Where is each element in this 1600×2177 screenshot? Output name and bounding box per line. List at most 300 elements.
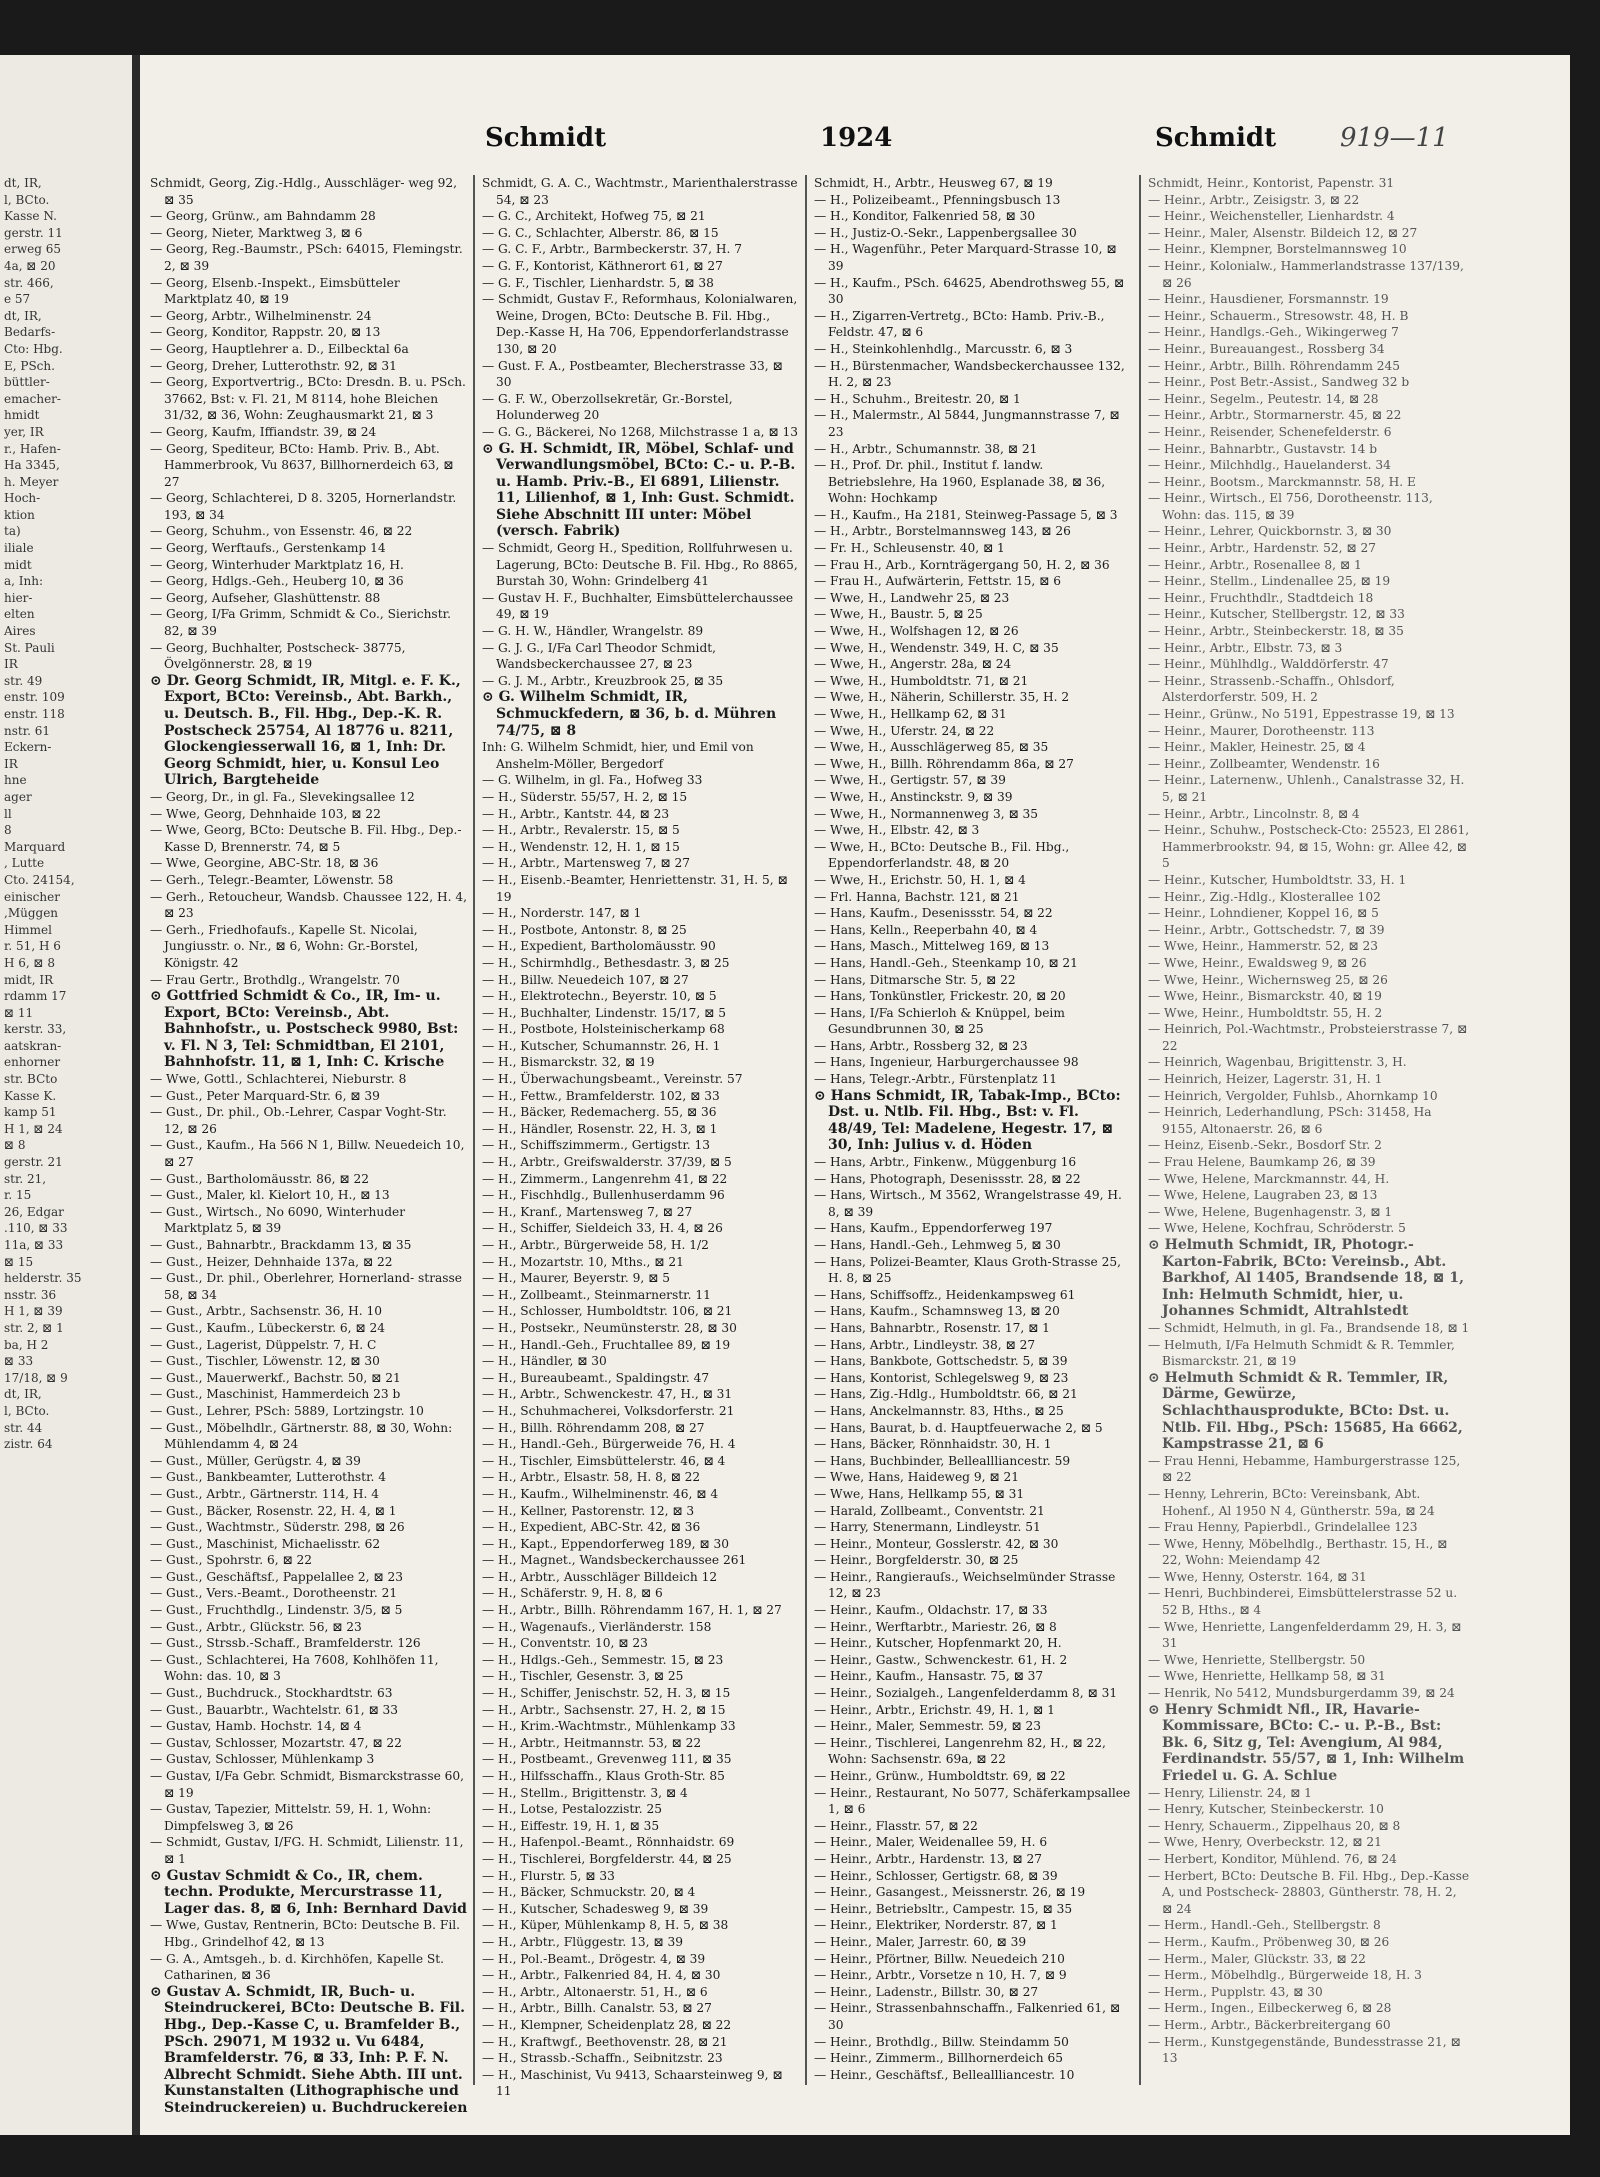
- directory-entry: — Heinr., Kolonialw., Hammerlandstrasse 137/139, ⊠ 26: [1148, 258, 1464, 290]
- directory-entry: — Heinr., Ladenstr., Billstr. 30, ⊠ 27: [814, 1984, 1039, 1999]
- directory-entry: — Georg, Dreher, Lutterothstr. 92, ⊠ 31: [150, 358, 397, 373]
- fragment-line: nsstr. 36: [4, 1287, 57, 1302]
- directory-entry: — Gust., Lagerist, Düppelstr. 7, H. C: [150, 1337, 377, 1352]
- directory-entry: — Wwe, Heinr., Ewaldsweg 9, ⊠ 26: [1148, 955, 1367, 970]
- directory-entry: — H., Arbtr., Revalerstr. 15, ⊠ 5: [482, 823, 680, 838]
- fragment-line: ktion: [4, 507, 35, 522]
- firm-entry: ⊙ Henry Schmidt Nfl., IR, Havarie-Kommissare, BCto: C.- u. P.-B., Bst: Bk. 6, Sitz g, Tel: Avengium, Al 984, Ferdinandstr. 55/57, ⊠ 1, Inh: Wilhelm Friedel u. G. A. Schlue: [1148, 1701, 1465, 1784]
- fragment-line: nstr. 61: [4, 723, 51, 738]
- directory-entry: — Gust., Bahnarbtr., Brackdamm 13, ⊠ 35: [150, 1238, 412, 1252]
- directory-entry: — H., Buchhalter, Lindenstr. 15/17, ⊠ 5: [482, 1005, 726, 1020]
- fragment-line: Cto. 24154,: [4, 872, 75, 887]
- directory-entry: — Gust., Bartholomäusstr. 86, ⊠ 22: [150, 1171, 369, 1186]
- directory-entry: — H., Arbtr., Bürgerweide 58, H. 1/2: [482, 1238, 709, 1252]
- directory-entry: — Heinr., Schauerm., Stresowstr. 48, H. B: [1148, 308, 1409, 323]
- directory-entry: — Hans, Wirtsch., M 3562, Wrangelstrasse 49, H. 8, ⊠ 39: [814, 1188, 1122, 1219]
- directory-entry: — H., Postsekr., Neumünsterstr. 28, ⊠ 30: [482, 1320, 737, 1335]
- fragment-line: dt, IR,: [4, 176, 42, 190]
- directory-entry: — Heinr., Strassenb.-Schaffn., Ohlsdorf, Alsterdorferstr. 509, H. 2: [1148, 673, 1395, 705]
- fragment-line: str. 21,: [4, 1171, 47, 1186]
- directory-entry: — Heinrich, Heizer, Lagerstr. 31, H. 1: [1148, 1072, 1383, 1087]
- directory-entry: — H., Konditor, Falkenried 58, ⊠ 30: [814, 209, 1036, 224]
- directory-entry: — Wwe, Henny, Möbelhdlg., Berthastr. 15, H., ⊠ 22, Wohn: Meiendamp 42: [1148, 1536, 1448, 1568]
- directory-entry: — Wwe, Gottl., Schlachterei, Nieburstr. 8: [150, 1072, 407, 1087]
- fragment-line: büttler-: [4, 375, 50, 390]
- fragment-line: e 57: [4, 292, 31, 307]
- directory-entry: — Wwe, Hans, Hellkamp 55, ⊠ 31: [814, 1486, 1025, 1501]
- fragment-line: einischer: [4, 889, 60, 904]
- directory-entry: — Herm., Pupplstr. 43, ⊠ 30: [1148, 1984, 1323, 1999]
- directory-entry: — Georg, Hauptlehrer a. D., Eilbecktal 6a: [150, 341, 409, 356]
- directory-entry: — Heinr., Arbtr., Billh. Röhrendamm 245: [1148, 358, 1401, 373]
- directory-entry: — G. F., Kontorist, Käthnerort 61, ⊠ 27: [482, 258, 723, 273]
- directory-entry: — H., Conventstr. 10, ⊠ 23: [482, 1636, 648, 1651]
- fragment-line: enstr. 109: [4, 690, 65, 705]
- directory-entry: — Henry, Kutscher, Steinbeckerstr. 10: [1148, 1802, 1384, 1817]
- fragment-line: h. Meyer: [4, 474, 59, 489]
- directory-entry: — Heinr., Arbtr., Vorsetze n 10, H. 7, ⊠ 9: [814, 1968, 1067, 1983]
- fragment-line: str. 49: [4, 673, 43, 688]
- directory-entry: — H., Kellner, Pastorenstr. 12, ⊠ 3: [482, 1503, 695, 1518]
- directory-entry: — Heinr., Geschäftsf., Belleallliancestr. 10: [814, 2067, 1075, 2082]
- directory-entry: — Wwe, H., Näherin, Schillerstr. 35, H. 2: [814, 690, 1070, 705]
- directory-entry: — Gust., Peter Marquard-Str. 6, ⊠ 39: [150, 1088, 380, 1103]
- directory-entry: — Georg, Kaufm, Iffiandstr. 39, ⊠ 24: [150, 424, 377, 439]
- fragment-line: St. Pauli: [4, 640, 55, 655]
- directory-entry: — Heinr., Grünw., Humboldtstr. 69, ⊠ 22: [814, 1769, 1066, 1783]
- directory-entry: — Heinr., Maler, Jarrestr. 60, ⊠ 39: [814, 1934, 1027, 1949]
- directory-entry: — Heinr., Kaufm., Hansastr. 75, ⊠ 37: [814, 1669, 1044, 1684]
- directory-entry: — Henry, Lilienstr. 24, ⊠ 1: [1148, 1785, 1312, 1800]
- directory-entry: — Herm., Ingen., Eilbeckerweg 6, ⊠ 28: [1148, 2001, 1392, 2016]
- directory-entry: — H., Arbtr., Ausschläger Billdeich 12: [482, 1569, 718, 1584]
- directory-entry: — Wwe, Henriette, Stellbergstr. 50: [1148, 1652, 1366, 1667]
- page-header: [140, 123, 1570, 163]
- column-2: [482, 175, 800, 2105]
- directory-entry: — H., Prof. Dr. phil., Institut f. landw. Betriebslehre, Ha 1960, Esplanade 38, ⊠ 36, Wohn: Hochkamp: [814, 458, 1106, 506]
- directory-entry: — Gustav, Schlosser, Mühlenkamp 3: [150, 1752, 375, 1767]
- directory-entry: — H., Tischler, Gesenstr. 3, ⊠ 25: [482, 1669, 684, 1684]
- directory-entry: — Heinr., Milchhdlg., Hauelanderst. 34: [1148, 458, 1391, 473]
- directory-entry: — Heinr., Bahnarbtr., Gustavstr. 14 b: [1148, 441, 1378, 456]
- fragment-line: str. 2, ⊠ 1: [4, 1320, 64, 1335]
- directory-entry: — H., Süderstr. 55/57, H. 2, ⊠ 15: [482, 789, 688, 804]
- header-year: 1924: [820, 123, 893, 153]
- directory-entry: — H., Arbtr., Flüggestr. 13, ⊠ 39: [482, 1934, 684, 1949]
- directory-entry: — Hans, Ditmarsche Str. 5, ⊠ 22: [814, 972, 1016, 987]
- directory-entry: — H., Kutscher, Schumannstr. 26, H. 1: [482, 1038, 721, 1053]
- directory-entry: — Wwe, H., Humboldtstr. 71, ⊠ 21: [814, 673, 1029, 688]
- fragment-line: ⊠ 15: [4, 1254, 34, 1269]
- firm-entry: ⊙ Gottfried Schmidt & Co., IR, Im- u. Export, BCto: Vereinsb., Abt. Bahnhofstr., u. Postscheck 9980, Bst: v. Fl. N 3, Tel: Schmidtban, El 2101, Bahnhofstr. 11, ⊠ 1, Inh: C. Krische: [150, 988, 459, 1071]
- directory-entry: — Gust., Buchdruck., Stockhardtstr. 63: [150, 1686, 393, 1701]
- directory-entry: — Gust., Tischler, Löwenstr. 12, ⊠ 30: [150, 1354, 380, 1369]
- directory-entry: — H., Fettw., Bramfelderstr. 102, ⊠ 33: [482, 1088, 720, 1103]
- directory-entry: — Hans, Kaufm., Eppendorferweg 197: [814, 1221, 1053, 1236]
- column-rule: [473, 175, 475, 2085]
- directory-entry: — Herm., Möbelhdlg., Bürgerweide 18, H. 3: [1148, 1968, 1422, 1983]
- directory-entry: — Heinr., Bootsm., Marckmannstr. 58, H. E: [1148, 474, 1416, 489]
- firm-entry: ⊙ Dr. Georg Schmidt, IR, Mitgl. e. F. K., Export, BCto: Vereinsb., Abt. Barkh., u. Deutsch. B., Fil. Hbg., Dep.-K. R. Postscheck 25754, Al 18776 u. 8211, Glockengiesserwall 16, ⊠ 1, Inh: Dr. Georg Schmidt, hier, u. Konsul Leo Ulrich, Bargteheide: [150, 672, 461, 789]
- directory-entry: — Hans, Handl.-Geh., Lehmweg 5, ⊠ 30: [814, 1238, 1061, 1252]
- directory-entry: — Gust., Mauerwerkf., Bachstr. 50, ⊠ 21: [150, 1370, 401, 1385]
- directory-entry: — Heinr., Arbtr., Hardenstr. 13, ⊠ 27: [814, 1851, 1043, 1866]
- directory-entry: — Heinr., Weichensteller, Lienhardstr. 4: [1148, 209, 1395, 224]
- directory-entry: — Wwe, H., Wendenstr. 349, H. C, ⊠ 35: [814, 640, 1059, 655]
- directory-entry: — Hans, Buchbinder, Belleallliancestr. 59: [814, 1453, 1071, 1468]
- directory-entry: — H., Maurer, Beyerstr. 9, ⊠ 5: [482, 1271, 670, 1286]
- fragment-line: hne: [4, 773, 27, 788]
- directory-entry: — Heinr., Brothdlg., Billw. Steindamm 50: [814, 2034, 1069, 2049]
- directory-entry: — H., Schuhm., Breitestr. 20, ⊠ 1: [814, 391, 1021, 406]
- directory-entry: — Heinr., Lohndiener, Koppel 16, ⊠ 5: [1148, 906, 1379, 921]
- directory-entry: — H., Schiffer, Sieldeich 33, H. 4, ⊠ 26: [482, 1221, 723, 1236]
- fragment-line: 8: [4, 823, 12, 838]
- directory-entry: — Wwe, Georgine, ABC-Str. 18, ⊠ 36: [150, 856, 379, 871]
- directory-entry: — Wwe, Heinr., Humboldtstr. 55, H. 2: [1148, 1005, 1383, 1020]
- fragment-line: emacher-: [4, 391, 61, 406]
- directory-entry: — H., Mozartstr. 10, Mths., ⊠ 21: [482, 1254, 684, 1269]
- directory-entry: — H., Pol.-Beamt., Drögestr. 4, ⊠ 39: [482, 1951, 706, 1966]
- directory-entry: — Wwe, Georg, Dehnhaide 103, ⊠ 22: [150, 806, 381, 821]
- directory-entry: — Heinr., Strassenbahnschaffn., Falkenried 61, ⊠ 30: [814, 2001, 1121, 2032]
- fragment-line: a, Inh:: [4, 574, 44, 589]
- directory-entry: — Heinr., Arbtr., Stormarnerstr. 45, ⊠ 22: [1148, 408, 1402, 423]
- directory-entry: — Heinr., Arbtr., Erichstr. 49, H. 1, ⊠ 1: [814, 1702, 1055, 1717]
- firm-entry: ⊙ Helmuth Schmidt & R. Temmler, IR, Därme, Gewürze, Schlachthausprodukte, BCto: Dst. u. Ntlb. Fil. Hbg., PSch: 15685, Ha 6662, Kampstrasse 21, ⊠ 6: [1148, 1369, 1463, 1453]
- directory-entry: — H., Postbote, Holsteinischerkamp 68: [482, 1022, 725, 1037]
- directory-entry: — H., Bismarckstr. 32, ⊠ 19: [482, 1055, 655, 1070]
- directory-entry: — Heinr., Gasangest., Meissnerstr. 26, ⊠ 19: [814, 1885, 1086, 1900]
- fragment-line: ager: [4, 789, 32, 804]
- directory-entry: — Heinr., Werftarbtr., Mariestr. 26, ⊠ 8: [814, 1619, 1057, 1634]
- directory-entry: — Heinr., Lehrer, Quickbornstr. 3, ⊠ 30: [1148, 524, 1392, 539]
- directory-entry: — Hans, Zig.-Hdlg., Humboldtstr. 66, ⊠ 21: [814, 1387, 1078, 1402]
- directory-entry: — Wwe, Georg, BCto: Deutsche B. Fil. Hbg., Dep.-Kasse D, Brennerstr. 74, ⊠ 5: [150, 823, 462, 854]
- directory-entry: — Heinr., Hausdiener, Forsmannstr. 19: [1148, 292, 1389, 307]
- directory-entry: — Hans, Bahnarbtr., Rosenstr. 17, ⊠ 1: [814, 1320, 1050, 1335]
- directory-entry: — Heinr., Arbtr., Hardenstr. 52, ⊠ 27: [1148, 541, 1377, 556]
- directory-entry: — Frau Henny, Papierbdl., Grindelallee 123: [1148, 1520, 1418, 1535]
- directory-entry: — Hans, Schiffsoffz., Heidenkampsweg 61: [814, 1287, 1076, 1302]
- directory-entry: — H., Schlosser, Humboldtstr. 106, ⊠ 21: [482, 1304, 733, 1319]
- directory-entry: — G. Wilhelm, in gl. Fa., Hofweg 33: [482, 773, 703, 788]
- fragment-line: ⊠ 8: [4, 1138, 26, 1153]
- directory-entry: — H., Hdlgs.-Geh., Semmestr. 15, ⊠ 23: [482, 1652, 724, 1667]
- directory-entry: — Helmuth, I/Fa Helmuth Schmidt & R. Temmler, Bismarckstr. 21, ⊠ 19: [1148, 1337, 1455, 1369]
- directory-entry: — H., Arbtr., Sachsenstr. 27, H. 2, ⊠ 15: [482, 1702, 726, 1717]
- directory-entry: — H., Überwachungsbeamt., Vereinstr. 57: [482, 1072, 743, 1087]
- directory-entry: — Heinr., Mühlhdlg., Walddörferstr. 47: [1148, 657, 1389, 672]
- directory-entry: — Heinr., Grünw., No 5191, Eppestrasse 19, ⊠ 13: [1148, 707, 1455, 721]
- directory-entry: — Wwe, H., Baustr. 5, ⊠ 25: [814, 607, 983, 622]
- directory-entry: — H., Arbtr., Greifswalderstr. 37/39, ⊠ 5: [482, 1155, 732, 1170]
- directory-entry: — Heinr., Maler, Alsenstr. Bildeich 12, ⊠ 27: [1148, 225, 1418, 240]
- directory-entry: — H., Arbtr., Billh. Canalstr. 53, ⊠ 27: [482, 2001, 712, 2016]
- directory-entry: — Herm., Maler, Glückstr. 33, ⊠ 22: [1148, 1951, 1366, 1966]
- fragment-line: Aires: [4, 624, 36, 639]
- directory-entry: — Georg, Winterhuder Marktplatz 16, H.: [150, 557, 404, 572]
- directory-entry: — Wwe, Henny, Osterstr. 164, ⊠ 31: [1148, 1569, 1367, 1584]
- directory-entry: — H., Norderstr. 147, ⊠ 1: [482, 906, 642, 921]
- directory-entry: — Wwe, Helene, Laugraben 23, ⊠ 13: [1148, 1188, 1378, 1203]
- directory-entry: Inh: G. Wilhelm Schmidt, hier, und Emil von Anshelm-Möller, Bergedorf: [482, 740, 754, 771]
- directory-entry: — Heinrich, Pol.-Wachtmstr., Probsteierstrasse 7, ⊠ 22: [1148, 1022, 1468, 1053]
- fragment-line: enhorner: [4, 1055, 61, 1070]
- directory-entry: — Wwe, Henriette, Hellkamp 58, ⊠ 31: [1148, 1669, 1386, 1684]
- book-gutter: [132, 55, 140, 2135]
- directory-entry: — H., Tischlerei, Borgfelderstr. 44, ⊠ 25: [482, 1851, 732, 1866]
- directory-entry: — H., Strassb.-Schaffn., Seibnitzstr. 23: [482, 2051, 723, 2066]
- directory-entry: — Hans, Ingenieur, Harburgerchaussee 98: [814, 1055, 1079, 1070]
- directory-entry: — H., Fischhdlg., Bullenhuserdamm 96: [482, 1188, 725, 1203]
- directory-entry: — Georg, Arbtr., Wilhelminenstr. 24: [150, 308, 372, 323]
- directory-entry: — Gustav H. F., Buchhalter, Eimsbüttelerchaussee 49, ⊠ 19: [482, 590, 794, 622]
- directory-entry: — Henny, Lehrerin, BCto: Vereinsbank, Abt. Hohenf., Al 1950 N 4, Güntherstr. 59a, ⊠ 24: [1148, 1486, 1435, 1518]
- directory-entry: — H., Kaufm., Wilhelminenstr. 46, ⊠ 4: [482, 1486, 719, 1501]
- firm-entry: ⊙ Hans Schmidt, IR, Tabak-Imp., BCto: Dst. u. Ntlb. Fil. Hbg., Bst: v. Fl. 48/49, Tel: Madelene, Hegestr. 17, ⊠ 30, Inh: Julius v. d. Höden: [814, 1087, 1121, 1154]
- directory-entry: — Herm., Handl.-Geh., Stellbergstr. 8: [1148, 1918, 1381, 1933]
- fragment-line: r. 51, H 6: [4, 939, 61, 954]
- fragment-line: helderstr. 35: [4, 1271, 82, 1286]
- directory-entry: — Gust., Wirtsch., No 6090, Winterhuder Marktplatz 5, ⊠ 39: [150, 1204, 406, 1236]
- directory-entry: — Hans, Handl.-Geh., Steenkamp 10, ⊠ 21: [814, 955, 1078, 970]
- directory-entry: — H., Arbtr., Schumannstr. 38, ⊠ 21: [814, 441, 1038, 456]
- directory-entry: — Gust., Bankbeamter, Lutterothstr. 4: [150, 1470, 387, 1485]
- directory-entry: — Georg, Buchhalter, Postscheck- 38775, Övelgönnerstr. 28, ⊠ 19: [150, 640, 406, 672]
- fragment-line: H 6, ⊠ 8: [4, 955, 56, 970]
- directory-entry: — Henrik, No 5412, Mundsburgerdamm 39, ⊠ 24: [1148, 1686, 1455, 1701]
- directory-entry: — Heinr., Schuhw., Postscheck-Cto: 25523, El 2861, Hammerbrookstr. 94, ⊠ 15, Wohn: gr. Allee 42, ⊠ 5: [1148, 823, 1470, 871]
- directory-entry: — H., Malermstr., Al 5844, Jungmannstrasse 7, ⊠ 23: [814, 408, 1120, 439]
- directory-entry: — H., Händler, ⊠ 30: [482, 1354, 607, 1369]
- directory-entry: — Gust., Geschäftsf., Pappelallee 2, ⊠ 23: [150, 1569, 404, 1584]
- directory-entry: — G. C., Schlachter, Alberstr. 86, ⊠ 15: [482, 225, 719, 240]
- directory-entry: — H., Polizeibeamt., Pfenningsbusch 13: [814, 192, 1061, 207]
- fragment-line: Kasse N.: [4, 209, 57, 224]
- directory-entry: — H., Hilfsschaffn., Klaus Groth-Str. 85: [482, 1769, 725, 1783]
- directory-entry: — Gust., Dr. phil., Ob.-Lehrer, Caspar Voght-Str. 12, ⊠ 26: [150, 1105, 447, 1136]
- directory-entry: — Heinr., Arbtr., Steinbeckerstr. 18, ⊠ 35: [1148, 624, 1404, 639]
- directory-entry: — H., Lotse, Pestalozzistr. 25: [482, 1802, 663, 1817]
- fragment-line: enstr. 118: [4, 707, 65, 721]
- directory-entry: — Herbert, BCto: Deutsche B. Fil. Hbg., Dep.-Kasse A, und Postscheck- 28803, Güntherstr. 78, H. 2, ⊠ 24: [1148, 1868, 1470, 1916]
- directory-entry: — Hans, Masch., Mittelweg 169, ⊠ 13: [814, 939, 1050, 954]
- directory-entry: — Georg, Reg.-Baumstr., PSch: 64015, Flemingstr. 2, ⊠ 39: [150, 242, 463, 273]
- fragment-line: str. 466,: [4, 275, 54, 290]
- directory-entry: — Georg, Grünw., am Bahndamm 28: [150, 209, 376, 224]
- directory-entry: — H., Expedient, ABC-Str. 42, ⊠ 36: [482, 1520, 701, 1535]
- directory-entry: — H., Bäcker, Schmuckstr. 20, ⊠ 4: [482, 1885, 696, 1900]
- directory-entry: — Heinr., Kutscher, Hopfenmarkt 20, H.: [814, 1636, 1062, 1651]
- fragment-line: Eckern-: [4, 740, 52, 755]
- directory-entry: — H., Tischler, Eimsbüttelerstr. 46, ⊠ 4: [482, 1453, 726, 1468]
- directory-entry: — Heinr., Reisender, Schenefelderstr. 6: [1148, 424, 1392, 439]
- fragment-line: ta): [4, 524, 21, 539]
- directory-entry: — Wwe, Henriette, Langenfelderdamm 29, H. 3, ⊠ 31: [1148, 1619, 1462, 1651]
- directory-entry: — Heinr., Handlgs.-Geh., Wikingerweg 7: [1148, 325, 1399, 340]
- column-3: [814, 175, 1132, 2105]
- directory-entry: — Hans, Bankbote, Gottschedstr. 5, ⊠ 39: [814, 1354, 1068, 1369]
- directory-entry: — Gust., Lehrer, PSch: 5889, Lortzingstr. 10: [150, 1403, 424, 1418]
- fragment-line: midt, IR: [4, 972, 54, 987]
- directory-entry: — Wwe, H., Elbstr. 42, ⊠ 3: [814, 823, 980, 838]
- header-left-name: Schmidt: [485, 123, 607, 153]
- fragment-line: kamp 51: [4, 1105, 57, 1120]
- directory-entry: — Heinr., Tischlerei, Langenrehm 82, H., ⊠ 22, Wohn: Sachsenstr. 69a, ⊠ 22: [814, 1735, 1106, 1767]
- directory-entry: — H., Bäcker, Redemacherg. 55, ⊠ 36: [482, 1105, 717, 1120]
- directory-entry: — Wwe, H., Angerstr. 28a, ⊠ 24: [814, 657, 1012, 672]
- directory-entry: — Heinr., Stellm., Lindenallee 25, ⊠ 19: [1148, 574, 1391, 589]
- directory-entry: Schmidt, Heinr., Kontorist, Papenstr. 31: [1148, 176, 1395, 190]
- directory-entry: — H., Arbtr., Heitmannstr. 53, ⊠ 22: [482, 1735, 702, 1750]
- directory-entry: — Heinr., Zollbeamter, Wendenstr. 16: [1148, 756, 1380, 771]
- directory-entry: — Harry, Stenermann, Lindleystr. 51: [814, 1520, 1041, 1535]
- directory-entry: — Gust., Maschinist, Michaelisstr. 62: [150, 1536, 381, 1551]
- directory-entry: — Frau H., Aufwärterin, Fettstr. 15, ⊠ 6: [814, 574, 1061, 589]
- directory-entry: — Heinr., Kaufm., Oldachstr. 17, ⊠ 33: [814, 1603, 1048, 1618]
- directory-entry: — Wwe, H., Landwehr 25, ⊠ 23: [814, 590, 1010, 605]
- directory-entry: — Gust., Maler, kl. Kielort 10, H., ⊠ 13: [150, 1188, 390, 1203]
- directory-entry: — H., Arbtr., Falkenried 84, H. 4, ⊠ 30: [482, 1968, 721, 1983]
- directory-entry: — G. C., Architekt, Hofweg 75, ⊠ 21: [482, 209, 706, 224]
- directory-entry: — Herbert, Konditor, Mühlend. 76, ⊠ 24: [1148, 1851, 1397, 1866]
- directory-entry: — Hans, Arbtr., Rossberg 32, ⊠ 23: [814, 1038, 1028, 1053]
- directory-entry: — H., Wagenaufs., Vierländerstr. 158: [482, 1619, 712, 1634]
- page-number: 919—11: [1340, 123, 1449, 153]
- directory-page: [140, 55, 1570, 2135]
- directory-entry: — Henri, Buchbinderei, Eimsbüttelerstrasse 52 u. 52 B, Hths., ⊠ 4: [1148, 1586, 1458, 1618]
- directory-entry: — G. J. M., Arbtr., Kreuzbrook 25, ⊠ 35: [482, 673, 724, 688]
- directory-entry: — H., Billh. Röhrendamm 208, ⊠ 27: [482, 1420, 705, 1435]
- directory-entry: — H., Händler, Rosenstr. 22, H. 3, ⊠ 1: [482, 1121, 718, 1136]
- directory-entry: — H., Bureaubeamt., Spaldingstr. 47: [482, 1370, 710, 1385]
- directory-entry: — Gerh., Telegr.-Beamter, Löwenstr. 58: [150, 872, 394, 887]
- directory-entry: — H., Handl.-Geh., Fruchtallee 89, ⊠ 19: [482, 1337, 731, 1352]
- directory-entry: — Gustav, Schlosser, Mozartstr. 47, ⊠ 22: [150, 1735, 402, 1750]
- directory-entry: — Gust., Strssb.-Schaff., Bramfelderstr. 126: [150, 1636, 421, 1651]
- directory-entry: — Georg, Elsenb.-Inspekt., Eimsbütteler Marktplatz 40, ⊠ 19: [150, 275, 400, 307]
- directory-entry: — Gust., Arbtr., Glückstr. 56, ⊠ 23: [150, 1619, 362, 1634]
- directory-entry: — Heinr., Arbtr., Zeisigstr. 3, ⊠ 22: [1148, 192, 1360, 207]
- directory-entry: — Frau H., Arb., Kornträgergang 50, H. 2, ⊠ 36: [814, 557, 1110, 572]
- fragment-line: rdamm 17: [4, 989, 67, 1004]
- directory-entry: — Georg, Konditor, Rappstr. 20, ⊠ 13: [150, 325, 381, 340]
- directory-entry: — Schmidt, Gustav, I/FG. H. Schmidt, Lilienstr. 11, ⊠ 1: [150, 1835, 464, 1866]
- directory-entry: — Georg, Spediteur, BCto: Hamb. Priv. B., Abt. Hammerbrook, Vu 8637, Billhornerdeich 63, ⊠ 27: [150, 441, 454, 489]
- directory-entry: — Wwe, Helene, Marckmannstr. 44, H.: [1148, 1171, 1390, 1186]
- fragment-line: str. BCto: [4, 1072, 58, 1087]
- directory-entry: — Hans, Kontorist, Schlegelsweg 9, ⊠ 23: [814, 1370, 1069, 1385]
- directory-entry: — G. F., Tischler, Lienhardstr. 5, ⊠ 38: [482, 275, 714, 290]
- directory-entry: — Wwe, H., Ausschlägerweg 85, ⊠ 35: [814, 740, 1049, 755]
- fragment-line: ⊠ 33: [4, 1354, 34, 1369]
- directory-entry: — H., Krim.-Wachtmstr., Mühlenkamp 33: [482, 1719, 736, 1734]
- directory-entry: — Hans, Anckelmannstr. 83, Hths., ⊠ 25: [814, 1403, 1064, 1418]
- column-rule: [1139, 175, 1141, 2085]
- directory-entry: — Heinr., Restaurant, No 5077, Schäferkampsallee 1, ⊠ 6: [814, 1785, 1131, 1817]
- directory-entry: — H., Postbeamt., Grevenweg 111, ⊠ 35: [482, 1752, 732, 1767]
- directory-entry: — Heinr., Segelm., Peutestr. 14, ⊠ 28: [1148, 391, 1379, 406]
- directory-entry: — Georg, I/Fa Grimm, Schmidt & Co., Sierichstr. 82, ⊠ 39: [150, 607, 451, 639]
- directory-entry: — Heinr., Betriebsltr., Campestr. 15, ⊠ 35: [814, 1901, 1073, 1916]
- fragment-line: 26, Edgar: [4, 1204, 64, 1219]
- column-4: [1148, 175, 1470, 2105]
- directory-entry: — H., Zollbeamt., Steinmarnerstr. 11: [482, 1287, 711, 1302]
- directory-entry: — H., Kapt., Eppendorferweg 189, ⊠ 30: [482, 1536, 730, 1551]
- directory-entry: — H., Arbtr., Elsastr. 58, H. 8, ⊠ 22: [482, 1470, 701, 1485]
- directory-entry: — Heinr., Schlosser, Gertigstr. 68, ⊠ 39: [814, 1868, 1058, 1883]
- directory-entry: — Georg, Aufseher, Glashüttenstr. 88: [150, 590, 381, 605]
- directory-entry: — Wwe, H., Normannenweg 3, ⊠ 35: [814, 806, 1039, 821]
- directory-entry: — G. H. W., Händler, Wrangelstr. 89: [482, 624, 704, 639]
- directory-entry: — Wwe, Heinr., Wichernsweg 25, ⊠ 26: [1148, 972, 1388, 987]
- fragment-line: elten: [4, 607, 35, 622]
- directory-entry: — Heinrich, Vergolder, Fuhlsb., Ahornkamp 10: [1148, 1088, 1438, 1103]
- directory-entry: — H., Arbtr., Billh. Röhrendamm 167, H. 1, ⊠ 27: [482, 1603, 782, 1618]
- directory-entry: — H., Wendenstr. 12, H. 1, ⊠ 15: [482, 839, 680, 854]
- directory-entry: — Heinr., Klempner, Borstelmannsweg 10: [1148, 242, 1407, 257]
- directory-entry: — Heinrich, Lederhandlung, PSch: 31458, Ha 9155, Altonaerstr. 26, ⊠ 6: [1148, 1105, 1432, 1136]
- directory-entry: — H., Bürstenmacher, Wandsbeckerchaussee 132, H. 2, ⊠ 23: [814, 358, 1125, 390]
- column-rule: [805, 175, 807, 2085]
- directory-entry: — Wwe, H., Gertigstr. 57, ⊠ 39: [814, 773, 1006, 788]
- firm-entry: ⊙ G. H. Schmidt, IR, Möbel, Schlaf- und Verwandlungsmöbel, BCto: C.- u. P.-B. u. Hamb. Priv.-B., El 6891, Lilienstr. 11, Lilienhof, ⊠ 1, Inh: Gust. Schmidt. Siehe Abschnitt III unter: Möbel (versch. Fabrik): [482, 440, 796, 540]
- directory-entry: — H., Kutscher, Schadesweg 9, ⊠ 39: [482, 1901, 709, 1916]
- fragment-line: Kasse K.: [4, 1088, 57, 1103]
- directory-entry: — Heinr., Sozialgeh., Langenfelderdamm 8, ⊠ 31: [814, 1686, 1118, 1701]
- directory-entry: — Heinr., Kutscher, Humboldtstr. 33, H. 1: [1148, 872, 1407, 887]
- directory-entry: — Gust. F. A., Postbeamter, Blecherstrasse 33, ⊠ 30: [482, 358, 783, 390]
- fragment-line: 17/18, ⊠ 9: [4, 1370, 68, 1385]
- fragment-line: , Lutte: [4, 856, 45, 871]
- fragment-line: yer, IR: [4, 424, 44, 439]
- directory-entry: Schmidt, G. A. C., Wachtmstr., Marienthalerstrasse 54, ⊠ 23: [482, 176, 798, 207]
- directory-entry: — Frl. Hanna, Bachstr. 121, ⊠ 21: [814, 889, 1020, 904]
- fragment-line: ,Müggen: [4, 906, 59, 921]
- directory-entry: — Hans, Arbtr., Lindleystr. 38, ⊠ 27: [814, 1337, 1036, 1352]
- directory-entry: — Hans, Tonkünstler, Frickestr. 20, ⊠ 20: [814, 989, 1066, 1004]
- directory-entry: — H., Elektrotechn., Beyerstr. 10, ⊠ 5: [482, 989, 717, 1004]
- directory-entry: — Schmidt, Gustav F., Reformhaus, Kolonialwaren, Weine, Drogen, BCto: Deutsche B. Fil. Hbg., Dep.-Kasse H, Ha 706, Eppendorferlandstrasse 130, ⊠ 20: [482, 292, 798, 356]
- directory-entry: — G. F. W., Oberzollsekretär, Gr.-Borstel, Holunderweg 20: [482, 391, 733, 423]
- directory-entry: — Gerh., Retoucheur, Wandsb. Chaussee 122, H. 4, ⊠ 23: [150, 889, 468, 921]
- fragment-line: Bedarfs-: [4, 325, 56, 340]
- directory-entry: — H., Klempner, Scheidenplatz 28, ⊠ 22: [482, 2017, 732, 2032]
- directory-entry: — G. J. G., I/Fa Carl Theodor Schmidt, Wandsbeckerchaussee 27, ⊠ 23: [482, 640, 717, 672]
- directory-entry: — Henry, Schauerm., Zippelhaus 20, ⊠ 8: [1148, 1818, 1401, 1833]
- directory-entry: — H., Flurstr. 5, ⊠ 33: [482, 1868, 615, 1883]
- directory-entry: — Wwe, Heinr., Bismarckstr. 40, ⊠ 19: [1148, 989, 1382, 1004]
- directory-entry: — H., Schiffer, Jenischstr. 52, H. 3, ⊠ 15: [482, 1686, 731, 1701]
- directory-entry: — Heinr., Borgfelderstr. 30, ⊠ 25: [814, 1553, 1019, 1568]
- fragment-line: Hoch-: [4, 491, 41, 506]
- directory-entry: — Wwe, H., Anstinckstr. 9, ⊠ 39: [814, 789, 1013, 804]
- column-1: [150, 175, 468, 2116]
- fragment-line: dt, IR,: [4, 1387, 42, 1402]
- directory-entry: — Wwe, H., Wolfshagen 12, ⊠ 26: [814, 624, 1019, 639]
- directory-entry: — Gust., Spohrstr. 6, ⊠ 22: [150, 1553, 313, 1568]
- fragment-line: Cto: Hbg.: [4, 341, 63, 356]
- directory-entry: — Heinr., Monteur, Gosslerstr. 42, ⊠ 30: [814, 1536, 1059, 1551]
- directory-entry: — H., Justiz-O.-Sekr., Lappenbergsallee 30: [814, 225, 1077, 240]
- directory-entry: — Wwe, H., Uferstr. 24, ⊠ 22: [814, 723, 995, 738]
- directory-entry: — Heinr., Wirtsch., El 756, Dorotheenstr. 113, Wohn: das. 115, ⊠ 39: [1148, 491, 1433, 522]
- directory-entry: — Wwe, Helene, Bugenhagenstr. 3, ⊠ 1: [1148, 1204, 1393, 1219]
- directory-entry: — Herm., Kunstgegenstände, Bundesstrasse 21, ⊠ 13: [1148, 2034, 1461, 2066]
- fragment-line: aatskran-: [4, 1038, 62, 1053]
- firm-entry: ⊙ G. Wilhelm Schmidt, IR, Schmuckfedern, ⊠ 36, b. d. Mühren 74/75, ⊠ 8: [482, 689, 777, 739]
